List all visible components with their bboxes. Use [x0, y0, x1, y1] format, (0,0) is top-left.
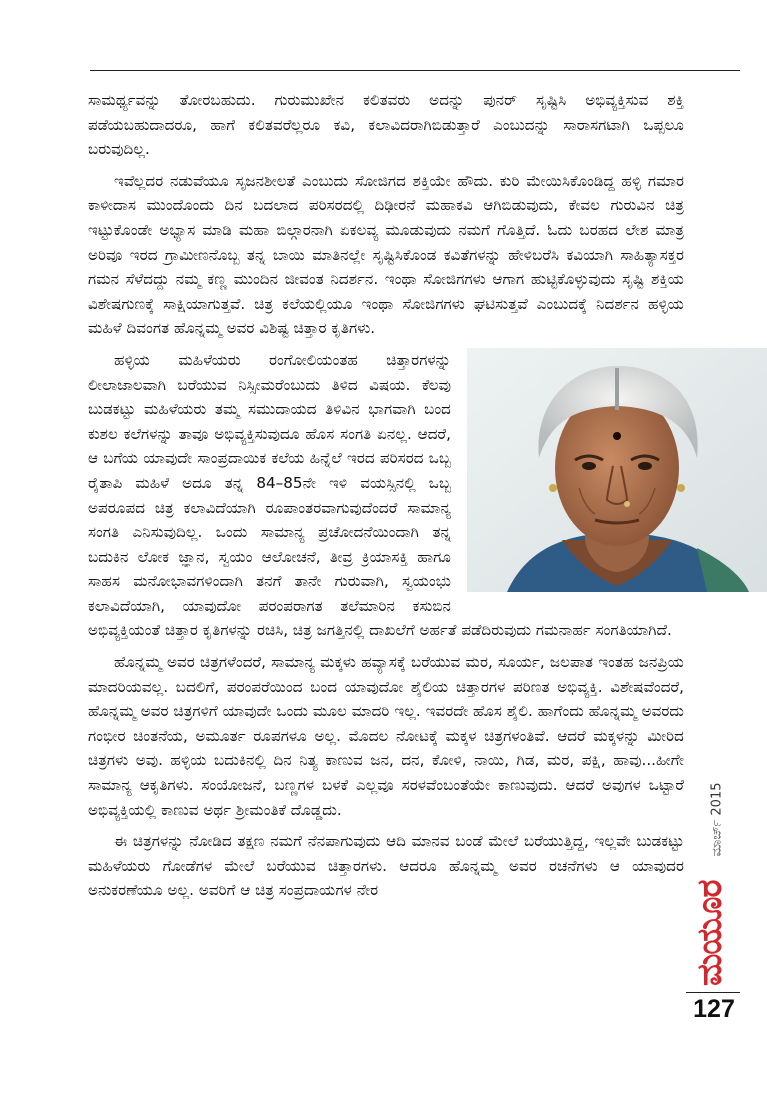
- portrait-photo: [467, 348, 767, 592]
- magazine-name: ಮಯೂರ: [690, 880, 730, 986]
- paragraph-4: ಹೊನ್ನಮ್ಮ ಅವರ ಚಿತ್ರಗಳೆಂದರೆ, ಸಾಮಾನ್ಯ ಮಕ್ಕಳು ಹವ್ಯಾಸಕ್ಕೆ ಬರೆಯುವ ಮರ, ಸೂರ್ಯ, ಜಲಪಾತ ಇಂತಹ ಜನಪ್ರಿಯ ಮಾದರಿಯವಲ್ಲ. ಬದಲಿಗೆ, ಪರಂಪರೆಯಿಂದ ಬಂದ ಯಾವುದೋ ಶೈಲಿಯ ಚಿತ್ತಾರಗಳ ಪರಿಣತ ಅಭಿವ್ಯಕ್ತಿ. ವಿಶೇಷವೆಂದರೆ, ಹೊನ್ನಮ್ಮ ಅವರ ಚಿತ್ರಗಳಿಗೆ ಯಾವುದೇ ಒಂದು ಮೂಲ ಮಾದರಿ ಇಲ್ಲ. ಇವರದೇ ಹೊಸ ಶೈಲಿ. ಹಾಗೆಂದು ಹೊನ್ನಮ್ಮ ಅವರದು ಗಂಭೀರ ಚಿಂತನೆಯ, ಅಮೂರ್ತ ರೂಪಗಳೂ ಅಲ್ಲ. ಮೊದಲ ನೋಟಕ್ಕೆ ಮಕ್ಕಳ ಚಿತ್ರಗಳಂತಿವೆ. ಆದರೆ ಮಕ್ಕಳನ್ನು ಮೀರಿದ ಚಿತ್ರಗಳು ಅವು. ಹಳ್ಳಿಯ ಬದುಕಿನಲ್ಲಿ ದಿನ ನಿತ್ಯ ಕಾಣುವ ಜನ, ದನ, ಕೋಳಿ, ನಾಯಿ, ಗಿಡ, ಮರ, ಪಕ್ಷಿ, ಹಾವು...ಹೀಗೇ ಸಾಮಾನ್ಯ ಆಕೃತಿಗಳು. ಸಂಯೋಜನೆ, ಬಣ್ಣಗಳ ಬಳಕೆ ಎಲ್ಲವೂ ಸರಳವೆಂಬಂತೆಯೇ ಕಾಣುವುದು. ಆದರೆ ಅವುಗಳ ಒಟ್ಟಾರೆ ಅಭಿವ್ಯಕ್ತಿಯಲ್ಲಿ ಕಾಣುವ ಅರ್ಥ ಶ್ರೀಮಂತಿಕೆ ದೊಡ್ಡದು.: [88, 653, 684, 819]
- paragraph-3: ಹಳ್ಳಿಯ ಮಹಿಳೆಯರು ರಂಗೋಲಿಯಂತಹ ಚಿತ್ತಾರಗಳನ್ನು ಲೀಲಾಜಾಲವಾಗಿ ಬರೆಯುವ ನಿಸ್ಸೀಮರೆಂಬುದು ತಿಳಿದ ವಿಷಯ. ಕೆಲವು ಬುಡಕಟ್ಟು ಮಹಿಳೆಯರು ತಮ್ಮ ಸಮುದಾಯದ ತಿಳಿವಿನ ಭಾಗವಾಗಿ ಬಂದ ಕುಶಲ ಕಲೆಗಳನ್ನು ತಾವೂ ಅಭಿವ್ಯಕ್ತಿಸುವುದೂ ಹೊಸ ಸಂಗತಿ ಏನಲ್ಲ. ಆದರೆ, ಆ ಬಗೆಯ ಯಾವುದೇ ಸಾಂಪ್ರದಾಯಿಕ ಕಲೆಯ ಹಿನ್ನೆಲೆ ಇರದ ಪರಿಸರದ ಒಬ್ಬ ರೈತಾಪಿ ಮಹಿಳೆ ಅದೂ ತನ್ನ 84–85ನೇ ಇಳಿ ವಯಸ್ಸಿನಲ್ಲಿ ಒಬ್ಬ ಅಪರೂಪದ ಚಿತ್ರ ಕಲಾವಿದೆಯಾಗಿ ರೂಪಾಂತರವಾಗುವುದೆಂದರೆ ಸಾಮಾನ್ಯ ಸಂಗತಿ ಎನಿಸುವುದಿಲ್ಲ. ಒಂದು ಸಾಮಾನ್ಯ ಪ್ರಚೋದನೆಯಿಂದಾಗಿ ತನ್ನ ಬದುಕಿನ ಲೋಕ ಜ್ಞಾನ, ಸ್ವಯಂ ಆಲೋಚನೆ, ತೀವ್ರ ಕ್ರಿಯಾಸಕ್ತಿ ಹಾಗೂ ಸಾಹಸ ಮನೋಭಾವಗಳಿಂದಾಗಿ ತನಗೆ ತಾನೇ ಗುರುವಾಗಿ, ಸ್ವಯಂಭು ಕಲಾವಿದೆಯಾಗಿ, ಯಾವುದೋ ಪರಂಪರಾಗತ ತಲೆಮಾರಿನ ಕಸುಬಿನ ಅಭಿವ್ಯಕ್ತಿಯಂತೆ ಚಿತ್ತಾರ ಕೃತಿಗಳನ್ನು ರಚಿಸಿ, ಚಿತ್ರ ಜಗತ್ತಿನಲ್ಲಿ ದಾಖಲೆಗೆ ಅರ್ಹತೆ ಪಡೆದಿರುವುದು ಗಮನಾರ್ಹ ಸಂಗತಿಯಾಗಿದೆ.: [88, 350, 672, 640]
- paragraph-5: ಈ ಚಿತ್ರಗಳನ್ನು ನೋಡಿದ ತಕ್ಷಣ ನಮಗೆ ನೆನಪಾಗುವುದು ಆದಿ ಮಾನವ ಬಂಡೆ ಮೇಲೆ ಬರೆಯುತ್ತಿದ್ದ, ಇಲ್ಲವೇ ಬುಡಕಟ್ಟು ಮಹಿಳೆಯರು ಗೋಡೆಗಳ ಮೇಲೆ ಬರೆಯುವ ಚಿತ್ತಾರಗಳು. ಆದರೂ ಹೊನ್ನಮ್ಮ ಅವರ ರಚನೆಗಳು ಆ ಯಾವುದರ ಅನುಕರಣೆಯೂ ಅಲ್ಲ. ಅವರಿಗೆ ಆ ಚಿತ್ರ ಸಂಪ್ರದಾಯಗಳ ನೇರ: [88, 832, 684, 900]
- issue-date-text: ಮಾರ್ಚ್ 2015: [709, 782, 725, 857]
- page-number: 127: [693, 995, 735, 1023]
- article-body: [88, 88, 684, 910]
- paragraph-2: ಇವೆಲ್ಲದರ ನಡುವೆಯೂ ಸೃಜನಶೀಲತೆ ಎಂಬುದು ಸೋಜಿಗದ ಶಕ್ತಿಯೇ ಹೌದು. ಕುರಿ ಮೇಯಿಸಿಕೊಂಡಿದ್ದ ಹಳ್ಳಿ ಗಮಾರ ಕಾಳೀದಾಸ ಮುಂದೊಂದು ದಿನ ಬದಲಾದ ಪರಿಸರದಲ್ಲಿ ದಿಢೀರನೆ ಮಹಾಕವಿ ಆಗಿಬಿಡುವುದು, ಕೇವಲ ಗುರುವಿನ ಚಿತ್ರ ಇಟ್ಟುಕೊಂಡೇ ಅಭ್ಯಾಸ ಮಾಡಿ ಮಹಾ ಬಿಲ್ಗಾರನಾಗಿ ಏಕಲವ್ಯ ಮೂಡುವುದು ನಮಗೆ ಗೊತ್ತಿದೆ. ಓದು ಬರಹದ ಲೇಶ ಮಾತ್ರ ಅರಿವೂ ಇರದ ಗ್ರಾಮೀಣನೊಬ್ಬ ತನ್ನ ಬಾಯಿ ಮಾತಿನಲ್ಲೇ ಸೃಷ್ಟಿಸಿಕೊಂಡ ಕವಿತೆಗಳನ್ನು ಹೇಳಿಬರೆಸಿ ಕವಿಯಾಗಿ ಸಾಹಿತ್ಯಾಸಕ್ತರ ಗಮನ ಸೆಳೆದದ್ದು ನಮ್ಮ ಕಣ್ಣ ಮುಂದಿನ ಜೀವಂತ ನಿದರ್ಶನ. ಇಂಥಾ ಸೋಜಿಗಗಳು ಆಗಾಗ ಹುಟ್ಟಿಕೊಳ್ಳುವುದು ಸೃಷ್ಟಿ ಶಕ್ತಿಯ ವಿಶೇಷಗುಣಕ್ಕೆ ಸಾಕ್ಷಿಯಾಗುತ್ತವೆ. ಚಿತ್ರ ಕಲೆಯಲ್ಲಿಯೂ ಇಂಥಾ ಸೋಜಿಗಗಳು ಘಟಿಸುತ್ತವೆ ಎಂಬುದಕ್ಕೆ ನಿದರ್ಶನ ಹಳ್ಳಿಯ ಮಹಿಳೆ ದಿವಂಗತ ಹೊನ್ನಮ್ಮ ಅವರ ವಿಶಿಷ್ಟ ಚಿತ್ತಾರ ಕೃತಿಗಳು.: [88, 171, 684, 338]
- top-rule: [90, 70, 740, 71]
- paragraph-1: ಸಾಮರ್ಥ್ಯವನ್ನು ತೋರಬಹುದು. ಗುರುಮುಖೇನ ಕಲಿತವರು ಅದನ್ನು ಪುನರ್ ಸೃಷ್ಟಿಸಿ ಅಭಿವ್ಯಕ್ತಿಸುವ ಶಕ್ತಿ ಪಡೆಯಬಹುದಾದರೂ, ಹಾಗೆ ಕಲಿತವರೆಲ್ಲರೂ ಕವಿ, ಕಲಾವಿದರಾಗಿಬಿಡುತ್ತಾರೆ ಎಂಬುದನ್ನು ಸಾರಾಸಗಟಾಗಿ ಒಪ್ಪಲೂ ಬರುವುದಿಲ್ಲ.: [88, 91, 684, 159]
- magazine-logo: [690, 880, 730, 990]
- portrait-illustration: [467, 348, 767, 592]
- page-number-rule: [686, 992, 740, 993]
